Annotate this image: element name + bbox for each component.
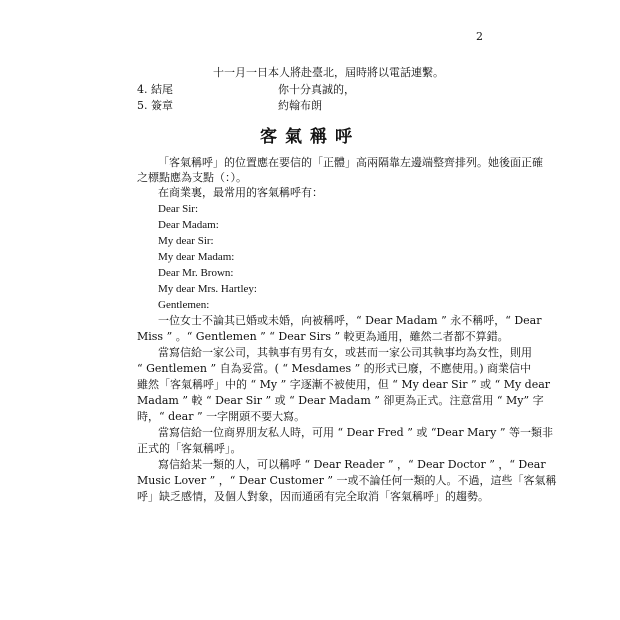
salutation-2: Dear Madam: xyxy=(158,219,219,231)
salutation-1: Dear Sir: xyxy=(158,203,199,215)
p2-intro: 在商業裏，最常用的客氣稱呼有： xyxy=(158,186,323,199)
salutation-7: Gentlemen: xyxy=(158,299,210,311)
section-title: 客氣稱呼 xyxy=(260,127,360,147)
p3-line2: Miss ” 。“ Gentlemen ” “ Dear Sirs ” 較更為通用，雖然二者都不算錯。 xyxy=(137,330,509,343)
salutation-3: My dear Sir: xyxy=(158,235,214,247)
item-4-value: 你十分真誠的， xyxy=(278,83,355,96)
salutation-4: My dear Madam: xyxy=(158,251,235,263)
p1-line1: 「客氣稱呼」的位置應在要信的「正體」高兩隔靠左邊端整齊排列。她後面正確 xyxy=(158,156,543,169)
p6-line1: 寫信給某一類的人，可以稱呼 “ Dear Reader ” ，“ Dear Doctor ” ，“ Dear xyxy=(158,458,546,471)
p6-line2: Music Lover ” ，“ Dear Customer ” 一或不論任何一類的人。不過，這些「客氣稱 xyxy=(137,474,557,487)
p4-line4: Madam ” 較 “ Dear Sir ” 或 “ Dear Madam ” 卻更為正式。注意當用 “ My” 字 xyxy=(137,394,544,407)
item-5-value: 約翰布朗 xyxy=(278,99,322,112)
p6-line3: 呼」缺乏感情，及個人對象，因而通函有完全取消「客氣稱呼」的趨勢。 xyxy=(137,490,489,503)
p4-line5: 時，“ dear ” 一字開頭不要大寫。 xyxy=(137,410,306,423)
item-4-label: 4. 結尾 xyxy=(137,83,173,96)
p3-line1: 一位女士不論其已婚或未婚，向被稱呼，“ Dear Madam ” 永不稱呼，“ Dear xyxy=(158,314,542,327)
salutation-6: My dear Mrs. Hartley: xyxy=(158,283,257,295)
p1-line2: 之標點應為支點（：）。 xyxy=(137,171,247,184)
p5-line1: 當寫信給一位商界朋友私人時，可用 “ Dear Fred ” 或 “Dear Mary ” 等一類非 xyxy=(158,426,553,439)
salutation-5: Dear Mr. Brown: xyxy=(158,267,234,279)
closing-line: 十一月一日本人將赴臺北，屆時將以電話連繫。 xyxy=(213,66,444,79)
p4-line3: 雖然「客氣稱呼」中的 “ My ” 字逐漸不被使用，但 “ My dear Sir ” 或 “ My dear xyxy=(137,378,551,391)
item-5-label: 5. 簽章 xyxy=(137,99,173,112)
p4-line2: “ Gentlemen ” 自為妥當。( “ Mesdames ” 的形式已廢，不應使用。) 商業信中 xyxy=(137,362,532,375)
page-number: 2 xyxy=(476,30,483,43)
p4-line1: 當寫信給一家公司，其執事有男有女，或甚而一家公司其執事均為女性，則用 xyxy=(158,346,532,359)
p5-line2: 正式的「客氣稱呼」。 xyxy=(137,442,242,455)
